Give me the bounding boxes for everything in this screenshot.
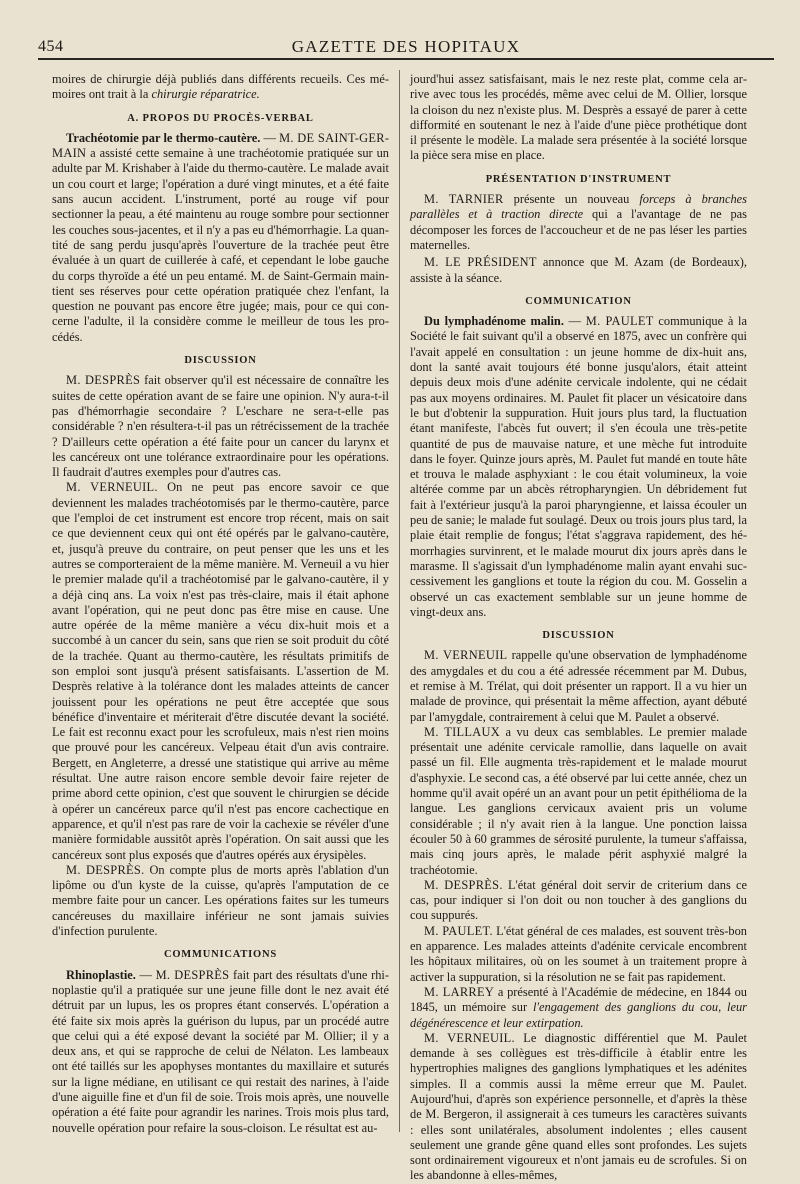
- paragraph: [52, 373, 389, 480]
- paragraph-text: communique à la Société le fait suivant qu'il a observé en 1875, avec un confrère qui l'avait appelé en consultation : un jeune homme de dix-huit ans, dont la santé avait toujours été bonne jusqu'alors, était atteint depuis deux mois d'une adénite cervicale indolente, qui ne cédait pas aux moyens ordinaires. M. Paulet fit placer un vésicatoire dans le but d'obtenir la suppuration. Huit jours plus tard, la fluctuation étant manifeste, l'abcès fut ouvert; il s'en écoula une très-petite quantité de pus de mauvaise nature, et une mèche fut introduite dans le foyer. Quinze jours après, M. Paulet fut mandé en toute hâte et trouva le malade asphyxiant : le cou était volumineux, la voie altérée comme par un abcès rétropharyngien. Un débridement fut fait à l'extérieur jusqu'à la paroi pharyngienne, et laissa écouler un peu de sanie; le malade fut soulagé. Deux ou trois jours plus tard, la plaie était remplie de fongus; l'état s'aggrava rapidement, des hémorrhagies survinrent, et le malade mourut dix jours après dans le marasme. Il s'agissait d'un lymphadénome malin ayant envahi successivement les ganglions et toute la région du cou. M. Gosselin a observé un cas exactement semblable sur un jeune homme de vingt-deux ans.: [410, 314, 747, 619]
- paragraph-text: jourd'hui assez satisfaisant, mais le nez reste plat, comme cela arrive avec tous les procédés, même avec celui de M. Ollier, lorsque la cloison du nez n'existe plus. M. Desprès a essayé de parer à cette difformité en soutenant le nez à l'aide d'une pièce prothétique dont il présente le modèle. La malade sera présentée à la société lorsque la pièce sera mise en place.: [410, 72, 747, 163]
- paragraph-text: On compte plus de morts après l'ablation d'un lipôme ou d'un kyste de la cuisse, qu'après l'amputation de ce membre faite pour un cancer. Les opérations faites sur les tumeurs cancéreuses du maxillaire inférieur ne sont jamais suivies d'infection purulente.: [52, 862, 389, 939]
- running-title: GAZETTE DES HOPITAUX: [291, 37, 521, 56]
- paragraph: [410, 878, 747, 924]
- article-title: Du lymphadénome malin.: [424, 314, 564, 329]
- paragraph-text: annonce que M. Azam (de Bordeaux), assiste à la séance.: [410, 255, 747, 285]
- page-number: 454: [38, 38, 64, 55]
- section-heading: COMMUNICATION: [525, 295, 632, 307]
- paragraph: [410, 314, 747, 620]
- italic-text: chirurgie réparatrice.: [151, 87, 260, 102]
- section-heading: DISCUSSION: [542, 630, 615, 642]
- paragraph: [52, 72, 389, 103]
- section-heading: COMMUNICATIONS: [163, 949, 278, 961]
- paragraph-text: moires de chirurgie déjà publiés dans différents recueils. Ces mémoires ont trait à la: [52, 72, 389, 102]
- speaker-name: M. VERNEUIL.: [424, 1030, 515, 1045]
- paragraph: [410, 924, 747, 985]
- speaker-name: M. DESPRÈS: [66, 373, 141, 388]
- paragraph-text: présente un nouveau: [503, 192, 640, 207]
- page-header: [38, 32, 774, 60]
- dash: —: [563, 314, 586, 329]
- paragraph: [410, 72, 747, 164]
- speaker-name: M. LARREY: [424, 984, 495, 999]
- paragraph: [52, 968, 389, 1136]
- paragraph-text: qui a l'avantage de ne pas décomposer les forces de l'accoucheur et de ne pas léser les parties maternelles.: [410, 207, 748, 252]
- speaker-name: M. VERNEUIL: [424, 648, 508, 663]
- section-heading: DISCUSSION: [184, 355, 257, 367]
- paragraph: [52, 480, 389, 862]
- section-heading: PRÉSENTATION D'INSTRUMENT: [485, 173, 672, 185]
- left-column: [52, 72, 389, 1135]
- article-title: Rhinoplastie.: [66, 967, 136, 982]
- paragraph: [410, 985, 747, 1031]
- speaker-name: M. PAULET: [585, 314, 654, 329]
- paragraph-text: rappelle qu'une observation de lymphadénome des amygdales et du cou a été adressée récemment par M. Dubus, et remise à M. Trélat, qui doit présenter un rapport. Il a vu hier un malade de province, qui présentait la même affection, ayant débuté par l'amygdale, contrairement à celui que M. Paulet a observé.: [410, 648, 748, 724]
- paragraph: [410, 192, 747, 253]
- right-column: [410, 72, 748, 1183]
- italic-text: forceps à branches parallèles et à traction directe: [410, 192, 747, 222]
- italic-text: l'engagement des ganglions du cou, leur dégénérescence et leur extirpation.: [410, 1000, 748, 1030]
- speaker-name: M. TARNIER: [424, 192, 504, 207]
- dash: —: [260, 130, 280, 145]
- paragraph-text: On ne peut pas encore savoir ce que deviennent les malades trachéotomisés par le thermo-cautère, parce que l'emploi de cet instrument est encore trop récent, mais on sait ce que deviennent ceux qui ont été opérés par le galvano-cautère, et, jusqu'à preuve du contraire, on peut penser que les uns et les autres se comporteraient de la même manière. M. Verneuil a vu hier le premier malade qu'il a trachéotomisé par le galvano-cautère, il y a déjà cinq ans. La voix n'est pas très-claire, mais il était aphone avant l'opération, qui ne peut donc pas être mise en cause. Une autre opérée de la même manière a vécu dix-huit mois et a succombé à un cancer du sein, sans que rien se soit produit du côté de la trachée. Quant au thermo-cautère, les résultats primitifs de son emploi sont jusqu'à présent satisfaisants. L'assertion de M. Desprès relative à la tolérance dont les malades atteints de cancer jouissent pour les opérations ne peut être acceptée que sous bénéfice d'inventaire et mériterait d'être discutée devant la société. Le fait est reconnu exact pour les scrofuleux, mais n'est rien moins que prouvé pour les cancéreux. Velpeau était d'un avis contraire. Bergett, en Angleterre, a dressé une statistique qui arrive au même résultat. Une autre raison encore semble devoir faire rejeter de prime abord cette opinion, c'est que souvent le chirurgien se décide à opérer un cancéreux parce qu'il n'est pas encore cachectique en apparence, et qu'il n'est pas rare de voir la cachexie se révéler d'une manière formidable aussitôt après l'opération. On sait aussi que les cancéreux sont plus exposés que d'autres opérés aux érysipèles.: [52, 480, 389, 862]
- paragraph-text: L'état général de ces malades, est souvent très-bon en apparence. Les malades atteints d'adénite cervicale encombrent les hôpitaux militaires, où on les soumet à un traitement propre à activer la suppuration, si la résolution ne se fait pas rapidement.: [410, 923, 748, 984]
- speaker-name: M. LE PRÉSIDENT: [424, 255, 537, 270]
- speaker-name: M. PAULET.: [424, 923, 493, 938]
- article-title: Trachéotomie par le thermo-cautère.: [66, 130, 261, 145]
- paragraph-text: Le diagnostic différentiel que M. Paulet demande à ses collègues est très-difficile à établir entre les hypertrophies malignes des ganglions lymphatiques et les adénites simples. Il a commis aussi la même erreur que M. Paulet. Aujourd'hui, d'après son expérience personnelle, et d'après la thèse de M. Bergeron, il assignerait à ces tumeurs les caractères suivants : elles sont unilatérales, absolument indolentes ; elles causent seulement une grande gêne quand elles sont profondes. Les sujets sont ordinairement vigoureux et n'ont jamais eu de scrofules. Si on les abandonne à elles-mêmes,: [410, 1030, 747, 1183]
- speaker-name: M. DESPRÈS.: [424, 877, 503, 892]
- paragraph: [52, 863, 389, 939]
- paragraph: [410, 1031, 747, 1184]
- speaker-name: M. DESPRÈS.: [66, 862, 145, 877]
- paragraph: [410, 725, 747, 878]
- section-heading: A. PROPOS DU PROCÈS-VERBAL: [127, 112, 314, 124]
- speaker-name: M. DESPRÈS: [155, 967, 230, 982]
- column-divider: [399, 70, 400, 1132]
- paragraph-text: a assisté cette semaine à une trachéotomie pratiquée sur un adulte par M. Krishaber à l'aide du thermo-cautère. Le malade avait un cou court et large; l'opération a duré vingt minutes, et a été faite sans aucun accident. L'instrument, porté au rouge vif pour sectionner la peau, a été maintenu au rouge sombre pour sectionner les couches sous-jacentes, et il n'y a pas eu d'hémorrhagie. La quantité de sang perdu jusqu'après l'ouverture de la trachée peut être évaluée à un quart de cuillerée à café, et cependant le lobe gauche du corps thyroïde a été un peu entamé. M. de Saint-Germain maintient ses réserves pour cette opération pratiquée chez l'enfant, la question ne pouvant pas encore être jugée; mais, pour ce qui concerne l'adulte, il la considère comme le meilleur de tous les procédés.: [52, 146, 389, 344]
- paragraph-text: a vu deux cas semblables. Le premier malade présentait une adénite cervicale ramollie, dans laquelle on avait passé un fil. Elle augmenta très-rapidement et le malade mourut d'asphyxie. Le second cas, a été observé par lui cette année, chez un homme qu'il avait opéré un an avant pour un petit épithélioma de la langue. Les ganglions cervicaux avaient pris un volume considérable ; il n'y avait rien à la langue. Une ponction laissa écouler 50 à 60 grammes de sérosité purulente, la tumeur s'affaissa, mais cinq jours après, le malade périt asphyxié malgré la trachéotomie.: [410, 724, 747, 877]
- paragraph-text: a présenté à l'Académie de médecine, en 1844 ou 1845, un mémoire sur: [410, 984, 747, 1015]
- paragraph: [410, 648, 747, 724]
- paragraph: [410, 255, 747, 286]
- speaker-name: M. VERNEUIL.: [66, 480, 158, 495]
- speaker-name: M. DE SAINT-GERMAIN: [52, 130, 389, 161]
- dash: —: [135, 967, 156, 982]
- speaker-name: M. TILLAUX: [424, 724, 501, 739]
- paragraph-text: L'état général doit servir de criterium dans ce cas, pour indiquer si l'on doit ou non toucher à des ganglions du cou suppurés.: [410, 877, 747, 923]
- paragraph: [52, 131, 389, 345]
- paragraph-text: fait part des résultats d'une rhinoplastie qu'il a pratiquée sur une jeune fille dont le nez avait été détruit par un lupus, les os propres étant conservés. L'opération a été faite six mois après la guérison du lupus, par un procédé autre que celui qui a été exposé devant la société par M. Ollier; il y a deux ans, et qui se rapproche de celui de Nélaton. Les lambeaux ont été taillés sur les apophyses montantes du maxillaire et suturés sur la ligne médiane, en utilisant ce qui restait des narines, à l'aide d'une aiguille fine et d'un fil de soie. Trois mois après, une nouvelle opération a été faite pour agrandir les narines. Trois mois plus tard, nouvelle opération pour refaire la sous-cloison. Le résultat est au-: [52, 967, 389, 1135]
- paragraph-text: fait observer qu'il est nécessaire de connaître les suites de cette opération avant de se faire une opinion. N'y aura-t-il pas d'hémorrhagie secondaire ? L'eschare ne sera-t-elle pas considérable ? n'en résultera-t-il pas un rétrécissement de la trachée ? D'ailleurs cette opération a été faite pour un cancer du larynx et les cancéreux ont une tolérance extraordinaire pour les opérations. Il faudrait d'autres exemples pour d'autres cas.: [52, 373, 389, 480]
